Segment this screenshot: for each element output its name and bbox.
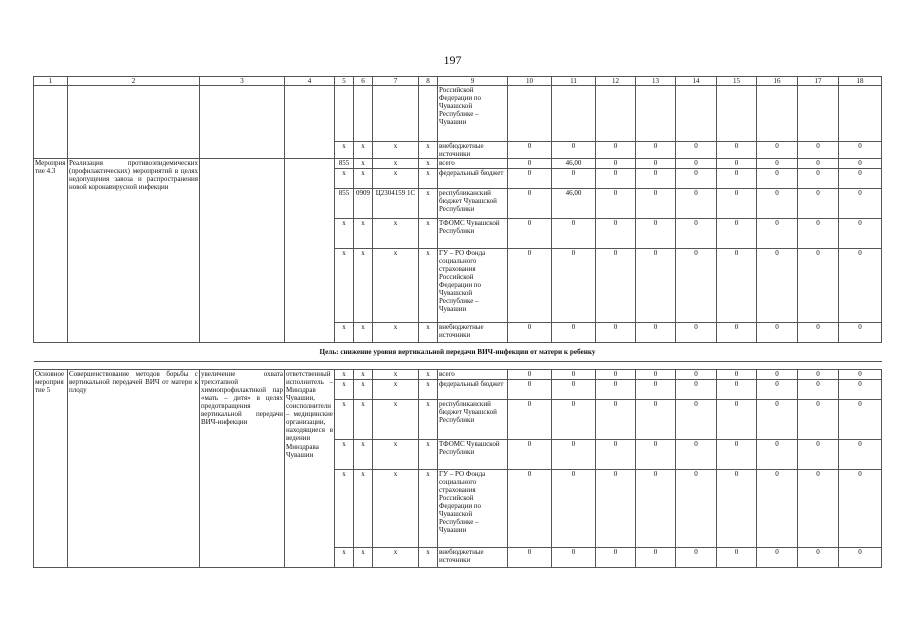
cell-value: 0 [757, 323, 798, 343]
cell-value: 0 [676, 548, 717, 568]
cell-value: 0 [636, 548, 676, 568]
cell-value: 0 [508, 548, 552, 568]
cell-expense-group: x [419, 219, 438, 249]
column-header: 13 [636, 77, 676, 86]
cell-value: 0 [636, 470, 676, 548]
measure-label: Основное мероприятие 5 [34, 370, 68, 568]
cell-value: 0 [508, 323, 552, 343]
cell-value: 46,00 [552, 189, 596, 219]
cell-value: 0 [676, 400, 717, 440]
cell-value: 0 [839, 219, 882, 249]
cell-section: x [354, 440, 373, 470]
cell-empty [68, 86, 200, 159]
cell-value: 0 [636, 249, 676, 323]
cell-grbs: x [335, 440, 354, 470]
column-header: 12 [596, 77, 636, 86]
cell-section: x [354, 159, 373, 169]
column-header: 18 [839, 77, 882, 86]
cell-empty [200, 86, 285, 159]
cell-target-article: x [373, 169, 419, 189]
column-header: 9 [438, 77, 508, 86]
cell-value: 0 [552, 400, 596, 440]
cell-value: 0 [839, 169, 882, 189]
cell-expense-group: x [419, 380, 438, 400]
cell-value: 0 [798, 219, 839, 249]
cell-value: 0 [717, 370, 757, 380]
cell-target-article [373, 86, 419, 142]
cell-value: 0 [676, 159, 717, 169]
cell-value [798, 86, 839, 142]
cell-value: 0 [757, 400, 798, 440]
cell-value: 0 [508, 470, 552, 548]
cell-value: 0 [798, 400, 839, 440]
cell-grbs: x [335, 548, 354, 568]
cell-value: 0 [717, 380, 757, 400]
cell-value [676, 86, 717, 142]
column-header: 17 [798, 77, 839, 86]
cell-expense-group: x [419, 189, 438, 219]
cell-target-article: x [373, 380, 419, 400]
financing-table [33, 76, 882, 568]
executor-text: ответственный исполнитель – Минздрав Чувашии, соисполнители – медицинские организации, находящиеся в ведении Минздрава Чувашии [285, 370, 335, 568]
cell-expense-group: x [419, 323, 438, 343]
cell-value: 0 [596, 323, 636, 343]
cell-value [508, 86, 552, 142]
cell-value: 0 [757, 189, 798, 219]
table-row [34, 159, 882, 169]
cell-value: 0 [839, 249, 882, 323]
cell-funding-source: всего [438, 370, 508, 380]
cell-value: 0 [552, 323, 596, 343]
cell-value: 0 [596, 380, 636, 400]
cell-expense-group: x [419, 548, 438, 568]
cell-value: 0 [757, 219, 798, 249]
cell-value [552, 86, 596, 142]
cell-value: 0 [508, 440, 552, 470]
cell-grbs: 855 [335, 159, 354, 169]
cell-value: 0 [636, 400, 676, 440]
cell-value: 0 [508, 159, 552, 169]
cell-section: x [354, 548, 373, 568]
cell-funding-source: федеральный бюджет [438, 169, 508, 189]
cell-value [717, 86, 757, 142]
column-header: 1 [34, 77, 68, 86]
cell-section: x [354, 169, 373, 189]
cell-value: 0 [508, 142, 552, 159]
cell-grbs: x [335, 470, 354, 548]
cell-value: 0 [596, 370, 636, 380]
cell-target-article: x [373, 323, 419, 343]
column-header: 15 [717, 77, 757, 86]
cell-value: 0 [636, 159, 676, 169]
header-row [34, 77, 882, 86]
cell-target-article: x [373, 548, 419, 568]
cell-value: 0 [508, 400, 552, 440]
cell-value: 0 [636, 219, 676, 249]
cell-value: 0 [676, 380, 717, 400]
cell-value: 0 [757, 380, 798, 400]
cell-value: 0 [596, 249, 636, 323]
cell-value [757, 86, 798, 142]
cell-value: 0 [717, 548, 757, 568]
cell-value: 0 [636, 189, 676, 219]
cell-value: 0 [596, 470, 636, 548]
cell-target-article: x [373, 249, 419, 323]
cell-value: 0 [717, 169, 757, 189]
cell-expense-group: x [419, 470, 438, 548]
column-header: 7 [373, 77, 419, 86]
cell-value: 0 [717, 440, 757, 470]
cell-value: 0 [676, 370, 717, 380]
cell-funding-source: Российской Федерации по Чувашской Республике – Чувашии [438, 86, 508, 142]
cell-funding-source: федеральный бюджет [438, 380, 508, 400]
cell-value: 0 [676, 189, 717, 219]
cell-value: 0 [596, 548, 636, 568]
cell-value: 0 [636, 380, 676, 400]
cell-value: 0 [798, 189, 839, 219]
cell-section: 0909 [354, 189, 373, 219]
cell-value: 0 [508, 219, 552, 249]
cell-value [596, 86, 636, 142]
cell-value: 0 [596, 159, 636, 169]
cell-value: 0 [676, 249, 717, 323]
cell-value: 0 [717, 470, 757, 548]
cell-value: 0 [717, 323, 757, 343]
cell-value: 0 [798, 159, 839, 169]
cell-empty [285, 86, 335, 159]
cell-value: 0 [596, 189, 636, 219]
cell-value: 0 [757, 142, 798, 159]
cell-target-article: x [373, 400, 419, 440]
column-header: 16 [757, 77, 798, 86]
cell-section: x [354, 249, 373, 323]
cell-funding-source: внебюджетные источники [438, 548, 508, 568]
column-header: 10 [508, 77, 552, 86]
cell-target-article: x [373, 159, 419, 169]
cell-value: 0 [839, 400, 882, 440]
cell-value: 0 [636, 370, 676, 380]
table-row [34, 370, 882, 380]
cell-value: 0 [798, 548, 839, 568]
cell-value: 0 [757, 548, 798, 568]
cell-value: 0 [839, 548, 882, 568]
cell-empty [34, 86, 68, 159]
cell-expense-group: x [419, 142, 438, 159]
cell-value: 0 [508, 249, 552, 323]
cell-value: 0 [552, 470, 596, 548]
cell-empty [200, 159, 285, 343]
cell-value: 0 [717, 219, 757, 249]
cell-grbs: x [335, 400, 354, 440]
cell-section: x [354, 380, 373, 400]
cell-grbs: x [335, 249, 354, 323]
column-header: 8 [419, 77, 438, 86]
cell-section: x [354, 142, 373, 159]
cell-value: 0 [636, 169, 676, 189]
cell-value: 0 [596, 169, 636, 189]
goal-text: Цель: снижение уровня вертикальной передачи ВИЧ-инфекции от матери к ребенку [34, 343, 882, 362]
goal-row [34, 343, 882, 362]
cell-value: 0 [798, 370, 839, 380]
cell-value: 0 [552, 169, 596, 189]
cell-value: 0 [676, 169, 717, 189]
column-header: 6 [354, 77, 373, 86]
cell-value: 0 [676, 470, 717, 548]
cell-value: 0 [552, 142, 596, 159]
cell-expense-group: x [419, 440, 438, 470]
cell-funding-source: ГУ – РО Фонда социального страхования Российской Федерации по Чувашской Республике – Чувашии [438, 470, 508, 548]
cell-value: 0 [596, 440, 636, 470]
cell-target-article: x [373, 440, 419, 470]
cell-value: 0 [839, 380, 882, 400]
cell-funding-source: республиканский бюджет Чувашской Республики [438, 400, 508, 440]
cell-value: 0 [798, 380, 839, 400]
cell-value: 0 [757, 370, 798, 380]
cell-value: 0 [636, 323, 676, 343]
cell-value: 0 [757, 159, 798, 169]
cell-value: 0 [552, 370, 596, 380]
cell-expense-group: x [419, 370, 438, 380]
cell-value: 0 [596, 400, 636, 440]
cell-grbs: x [335, 169, 354, 189]
cell-value: 0 [508, 380, 552, 400]
cell-grbs: x [335, 219, 354, 249]
measure-label: Мероприятие 4.3 [34, 159, 68, 343]
cell-value: 0 [757, 249, 798, 323]
cell-expense-group: x [419, 400, 438, 440]
cell-funding-source: ГУ – РО Фонда социального страхования Российской Федерации по Чувашской Республике – Чувашии [438, 249, 508, 323]
cell-funding-source: всего [438, 159, 508, 169]
cell-value: 0 [508, 189, 552, 219]
cell-value: 0 [508, 169, 552, 189]
cell-section: x [354, 370, 373, 380]
table-row [34, 86, 882, 142]
cell-grbs: x [335, 380, 354, 400]
page-number: 197 [443, 53, 462, 67]
cell-value: 0 [552, 249, 596, 323]
cell-value: 0 [798, 169, 839, 189]
cell-funding-source: республиканский бюджет Чувашской Республики [438, 189, 508, 219]
indicator-text: увеличение охвата трехэтапной химиопрофилактикой пар «мать – дитя» в целях предотвращения вертикальной передачи ВИЧ-инфекции [200, 370, 285, 568]
cell-value: 0 [798, 440, 839, 470]
cell-value: 0 [717, 159, 757, 169]
cell-grbs: x [335, 323, 354, 343]
cell-section [354, 86, 373, 142]
cell-funding-source: внебюджетные источники [438, 142, 508, 159]
cell-value: 0 [552, 219, 596, 249]
cell-section: x [354, 470, 373, 548]
cell-value: 0 [717, 249, 757, 323]
cell-value: 0 [839, 440, 882, 470]
cell-value: 0 [676, 219, 717, 249]
cell-value [839, 86, 882, 142]
cell-value: 0 [596, 219, 636, 249]
cell-value: 0 [798, 249, 839, 323]
cell-section: x [354, 323, 373, 343]
cell-target-article: x [373, 219, 419, 249]
cell-value: 0 [839, 159, 882, 169]
cell-value: 0 [757, 440, 798, 470]
cell-value: 0 [839, 323, 882, 343]
cell-target-article: x [373, 370, 419, 380]
column-header: 3 [200, 77, 285, 86]
cell-value: 0 [636, 142, 676, 159]
cell-value: 0 [839, 370, 882, 380]
measure-title: Совершенствование методов борьбы с вертикальной передачей ВИЧ от матери к плоду [68, 370, 200, 568]
column-header: 14 [676, 77, 717, 86]
cell-value: 0 [508, 370, 552, 380]
cell-value: 0 [552, 380, 596, 400]
cell-value: 0 [757, 169, 798, 189]
cell-target-article: x [373, 142, 419, 159]
cell-value: 0 [839, 189, 882, 219]
cell-value: 0 [676, 440, 717, 470]
cell-section: x [354, 400, 373, 440]
cell-value: 0 [798, 323, 839, 343]
cell-target-article: Ц2304159 1С [373, 189, 419, 219]
cell-grbs: x [335, 142, 354, 159]
cell-value: 0 [757, 470, 798, 548]
cell-value: 0 [676, 142, 717, 159]
column-header: 5 [335, 77, 354, 86]
cell-value: 0 [798, 470, 839, 548]
cell-target-article: x [373, 470, 419, 548]
cell-section: x [354, 219, 373, 249]
cell-empty [285, 159, 335, 343]
cell-grbs: 855 [335, 189, 354, 219]
cell-value: 0 [717, 189, 757, 219]
cell-value: 0 [798, 142, 839, 159]
cell-funding-source: ТФОМС Чувашской Республики [438, 219, 508, 249]
cell-value: 0 [717, 400, 757, 440]
column-header: 11 [552, 77, 596, 86]
column-header: 4 [285, 77, 335, 86]
cell-value: 0 [552, 440, 596, 470]
cell-value: 0 [596, 142, 636, 159]
cell-value: 0 [552, 548, 596, 568]
cell-value: 0 [839, 470, 882, 548]
cell-value: 0 [839, 142, 882, 159]
measure-title: Реализация противоэпидемических (профилактических) мероприятий в целях недопущения завоза и распространения новой коронавирусной инфекции [68, 159, 200, 343]
cell-value: 0 [636, 440, 676, 470]
cell-expense-group [419, 86, 438, 142]
column-header: 2 [68, 77, 200, 86]
cell-funding-source: внебюджетные источники [438, 323, 508, 343]
cell-value: 0 [676, 323, 717, 343]
cell-expense-group: x [419, 169, 438, 189]
cell-grbs [335, 86, 354, 142]
cell-value [636, 86, 676, 142]
cell-expense-group: x [419, 249, 438, 323]
cell-value: 0 [717, 142, 757, 159]
cell-grbs: x [335, 370, 354, 380]
cell-funding-source: ТФОМС Чувашской Республики [438, 440, 508, 470]
cell-expense-group: x [419, 159, 438, 169]
cell-value: 46,00 [552, 159, 596, 169]
